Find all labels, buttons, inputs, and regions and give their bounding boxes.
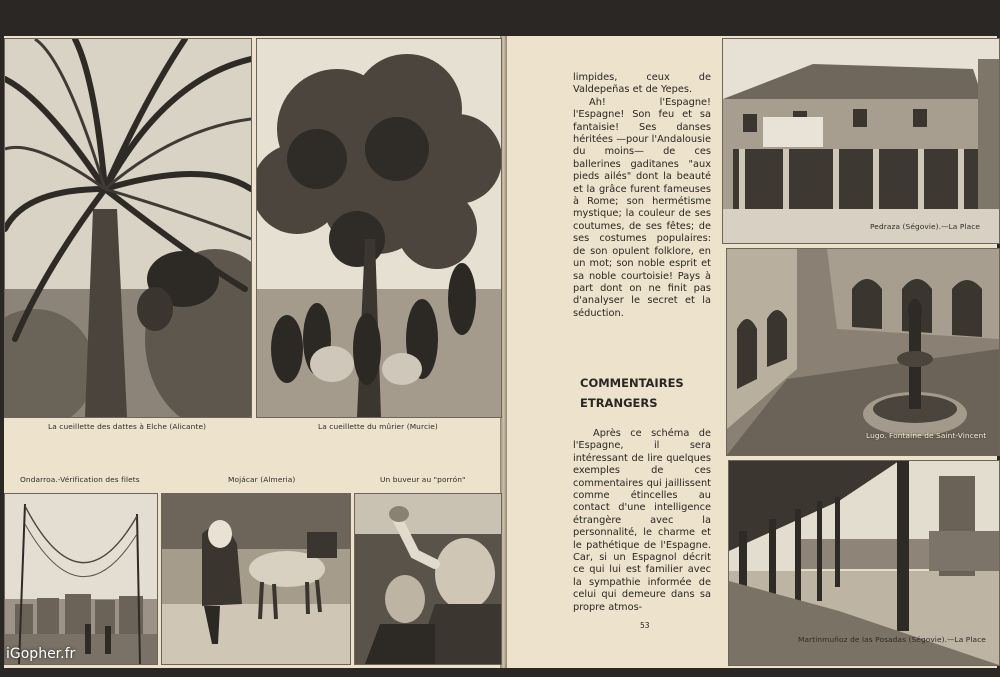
porron-drinker-photo [354,493,502,665]
paragraph-1-continued: limpides, ceux de Valdepeñas et de Yepes. [573,72,711,96]
mojacar-donkey-photo [161,493,351,665]
lugo-fountain-photo [726,248,1000,456]
pedraza-square-photo [722,38,1000,244]
page-number: 53 [640,621,650,630]
ondarroa-nets-photo [4,493,158,665]
palm-tree-photo [4,38,252,418]
caption-palm: La cueillette des dattes à Elche (Alicante) [48,422,207,431]
text-column-upper [573,72,711,320]
caption-lugo: Lugo. Fontaine de Saint-Vincent [866,431,987,440]
mulberry-harvest-photo [256,38,502,418]
caption-pedraza: Pedraza (Ségovie).—La Place [870,222,981,231]
caption-martinmunoz: Martinmuñoz de las Posadas (Ségovie).—La Place [798,635,986,644]
section-heading: COMMENTAIRES ETRANGERS [580,376,684,410]
caption-mulberry: La cueillette du mûrier (Murcie) [318,422,438,431]
caption-mojacar: Mojácar (Almeria) [228,475,296,484]
paragraph-2: Ah! l'Espagne! l'Espagne! Son feu et sa fantaisie! Ses danses héritées —pour l'Andalousie du moins— de ces ballerines gaditanes "aux pieds ailés" dont la beauté et la grâce furent fameuses à Rome; son hermétisme mystique; la couleur de ses coutumes, de ses fêtes; de ses costumes populaires: de son opulent folklore, en un mot; son noble esprit et sa noble courtoisie! Pays à part dont on ne finit pas d'analyser le secret et la séduction. [573,96,711,319]
caption-ondarroa: Ondarroa.-Vérification des filets [20,475,140,484]
watermark: iGopher.fr [6,646,76,662]
caption-buveur: Un buveur au "porrón" [380,475,466,484]
paragraph-3: Après ce schéma de l'Espagne, il sera intéressant de lire quelques exemples de ces commentaires qui jaillissent comme étincelles au contact d'une intelligence étrangère avec la personnalité, le charme et le pathétique de l'Espagne. Car, si un Espagnol décrit ce qui lui est familier avec la sympathie informée de celui qui demeure dans sa propre atmos- [573,428,711,613]
